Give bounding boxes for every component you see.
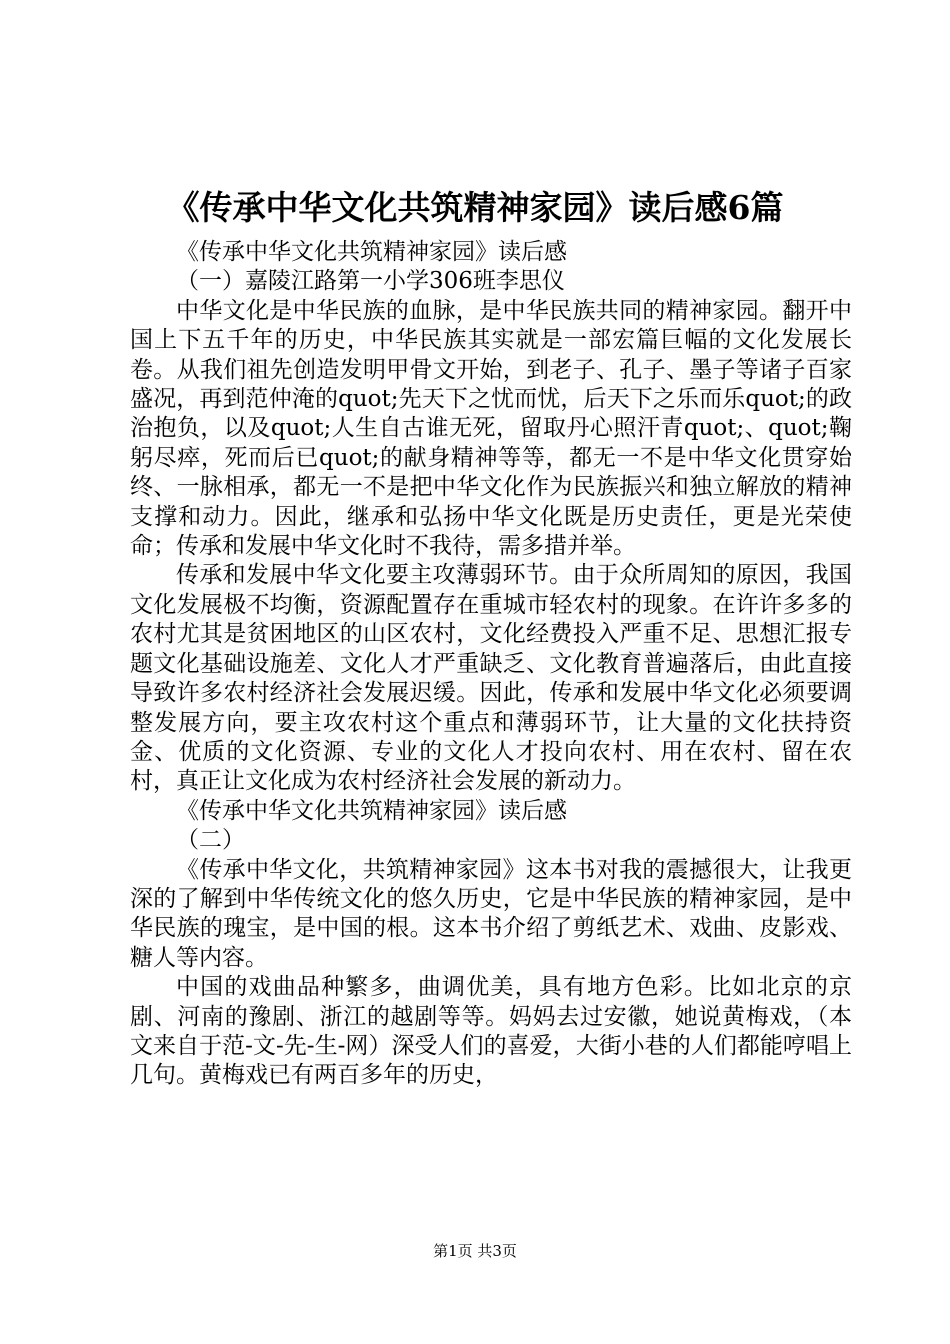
document-title: 《传承中华文化共筑精神家园》读后感6篇 <box>166 188 784 227</box>
paragraph: 中华文化是中华民族的血脉，是中华民族共同的精神家园。翻开中国上下五千年的历史，中华民族其实就是一部宏篇巨幅的文化发展长卷。从我们祖先创造发明甲骨文开始，到老子、孔子、墨子等诸子百家盛况，再到范仲淹的quot;先天下之忧而忧，后天下之乐而乐quot;的政治抱负，以及quot;人生自古谁无死，留取丹心照汗青quot;、quot;鞠躬尽瘁，死而后已quot;的献身精神等等，都无一不是中华文化贯穿始终、一脉相承，都无一不是把中华文化作为民族振兴和独立解放的精神支撑和动力。因此，继承和弘扬中华文化既是历史责任，更是光荣使命；传承和发展中华文化时不我待，需多措并举。 <box>130 297 852 560</box>
paragraph: 《传承中华文化，共筑精神家园》这本书对我的震撼很大，让我更深的了解到中华传统文化的悠久历史，它是中华民族的精神家园，是中华民族的瑰宝，是中国的根。这本书介绍了剪纸艺术、戏曲、皮影戏、糖人等内容。 <box>130 856 852 971</box>
paragraph: 《传承中华文化共筑精神家园》读后感 <box>176 239 567 265</box>
paragraph: （二） <box>176 827 245 854</box>
paragraph: （一）嘉陵江路第一小学306班李思仪 <box>176 268 565 295</box>
page-footer: 第1页 共3页 <box>433 1242 517 1260</box>
document-body <box>130 238 852 1091</box>
paragraph: 《传承中华文化共筑精神家园》读后感 <box>176 797 567 824</box>
paragraph: 中国的戏曲品种繁多，曲调优美，具有地方色彩。比如北京的京剧、河南的豫剧、浙江的越剧等等。妈妈去过安徽，她说黄梅戏，（本文来自于范-文-先-生-网）深受人们的喜爱，大街小巷的人们都能哼唱上几句。黄梅戏已有两百多年的历史， <box>130 974 852 1089</box>
paragraph: 传承和发展中华文化要主攻薄弱环节。由于众所周知的原因，我国文化发展极不均衡，资源配置存在重城市轻农村的现象。在许许多多的农村尤其是贫困地区的山区农村，文化经费投入严重不足、思想汇报专题文化基础设施差、文化人才严重缺乏、文化教育普遍落后，由此直接导致许多农村经济社会发展迟缓。因此，传承和发展中华文化必须要调整发展方向，要主攻农村这个重点和薄弱环节，让大量的文化扶持资金、优质的文化资源、专业的文化人才投向农村、用在农村、留在农村，真正让文化成为农村经济社会发展的新动力。 <box>130 562 852 795</box>
